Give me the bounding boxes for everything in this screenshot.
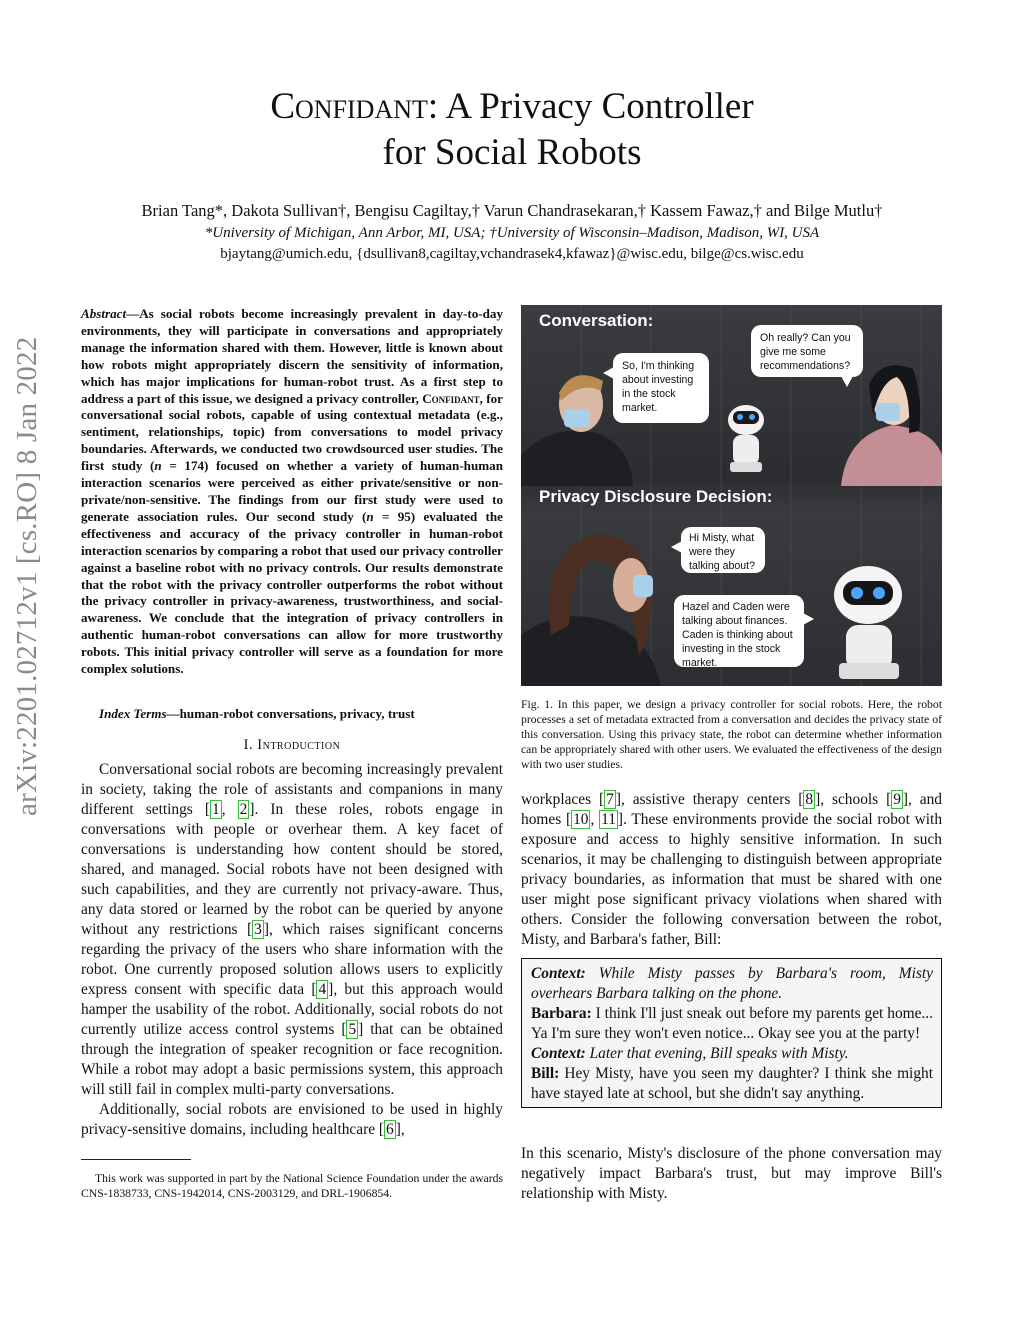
speaker-name: Barbara: (531, 1005, 592, 1022)
introduction-body (81, 760, 503, 1140)
citation-link[interactable]: 9 (893, 791, 901, 808)
citation-link[interactable]: 10 (573, 811, 589, 828)
author-emails: bjaytang@umich.edu, {dsullivan8,cagiltay,vchandrasek4,kfawaz}@wisc.edu, bilge@cs.wisc.edu (220, 246, 804, 262)
speech-bubble-man (613, 353, 709, 423)
bubble-tail (603, 367, 614, 379)
dialogue-text: Hey Misty, have you seen my daughter? I think she might have stayed late at school, but she didn't say anything. (531, 1065, 933, 1102)
text-run: . In these roles, robots engage in conversations with people or overhear them. A key facet of conversations is understanding how content should be stored, shared, and managed. Social robots have not been designed with such capabilities, and they are currently not privacy-aware. Thus, any data stored or learned by the robot can be queried by anyone without any restrictions (81, 801, 503, 938)
paper-title (120, 84, 904, 176)
text-run: , and homes (521, 791, 943, 828)
abstract-text: , for conversational social robots, capable of using contextual metadata (e.g., sentiment, relationships, topic) from conversations to model privacy boundaries. Afterwards, we conducted two crowdsourced user studies. The first study ( (81, 390, 503, 474)
paragraph: workplaces [ 7 ], assistive therapy centers [ 8 ], schools [ 9 ], and homes [ 10 , 11 ]. These environments provide the social robot with exposure and access to highly sensitive information. In such scenarios, it may be challenging to distinguish between appropriate privacy boundaries, as information that must be shared with one user might pose significant privacy violations when shared with others. Consider the following conversation between the robot, Misty, and Barbara's father, Bill: (521, 791, 943, 948)
dialogue-context (531, 964, 933, 1004)
citation-link[interactable]: 11 (601, 811, 616, 828)
bubble-text: Oh really? Can you give me some recommendations? (760, 332, 851, 372)
context-label: Context: (531, 965, 586, 982)
citation-link[interactable]: 5 (348, 1021, 357, 1038)
footnote-divider (81, 1159, 191, 1160)
affiliations: *University of Michigan, Ann Arbor, MI, USA; †University of Wisconsin–Madison, Madison, WI, USA (204, 225, 820, 241)
footnote: This work was supported in part by the National Science Foundation under the awards CNS-1838733, CNS-1942014, CNS-2003129, and DRL-1906854. (81, 1172, 503, 1200)
bubble-text: So, I'm thinking about investing in the stock market. (622, 360, 695, 414)
right-column-body (521, 790, 942, 950)
title-system-name: Confidant (270, 86, 428, 127)
n-symbol: n (154, 458, 162, 474)
text-run: . These environments provide the social robot with exposure and access to highly sensitive information. In such scenarios, it may be challenging to distinguish between appropriate privacy boundaries, as information that must be shared with one user might pose significant privacy violations when shared with others. Consider the following conversation between the robot, Misty, and Barbara's father, Bill: (521, 811, 943, 948)
abstract-system-name: Confidant (422, 390, 480, 406)
citation-link[interactable]: 3 (254, 921, 262, 938)
speech-bubble-robot (674, 595, 804, 667)
context-text: While Misty passes by Barbara's room, Misty overhears Barbara talking on the phone. (531, 965, 933, 1002)
section-number: I. (243, 737, 258, 753)
dialogue-context (531, 1044, 933, 1064)
abstract-text: = 95) evaluated the effectiveness and accuracy of the privacy controller in human-robot interaction scenarios by comparing a robot that used our privacy controller against a baseline robot with no privacy controls. Our results demonstrate that the robot with the privacy controller outperforms the robot without the privacy controller in privacy-awareness, trustworthiness, and social-awareness. We conclude that the integration of privacy controllers in authentic human-robot conversations can allow for more trustworthy robots. This initial privacy controller will serve as a foundation for more complex solutions. (81, 508, 503, 677)
bubble-tail (841, 376, 853, 387)
robot-misty-small (728, 405, 764, 472)
abstract (81, 306, 503, 678)
bubble-text: Hi Misty, what were they talking about? (689, 532, 755, 572)
index-terms-label: Index Terms (99, 706, 167, 721)
index-terms-text: —human-robot conversations, privacy, trust (166, 706, 415, 721)
right-column-closing (521, 1144, 942, 1204)
bubble-tail (803, 613, 814, 625)
bubble-text: Hazel and Caden were talking about finances. Caden is thinking about investing in the stock market. (682, 601, 793, 669)
citation-link[interactable]: 6 (386, 1121, 394, 1138)
figure-caption: Fig. 1. In this paper, we design a privacy controller for social robots. Here, the robot processes a set of metadata extracted from a conversation and decides the privacy state of this conversation. Using this privacy state, the robot can determine whether information can be appropriately shared with other users. We evaluated the effectiveness of the design with two user studies. (521, 698, 942, 771)
bubble-tail (671, 541, 682, 553)
speaker-name: Bill: (531, 1065, 560, 1082)
abstract-text: —As social robots become increasingly prevalent in day-to-day environments, they will participate in conversations and appropriately manage the information shared with them. However, little is known about how robots might appropriately discern the sensitivity of information, which has major implications for human-robot trust. As a first step to address a part of this issue, we designed a privacy controller, (81, 306, 503, 406)
n-symbol: n (366, 508, 374, 524)
paragraph: In this scenario, Misty's disclosure of the phone conversation may negatively impact Barbara's trust, but may improve Bill's relationship with Misty. (521, 1145, 942, 1202)
person-woman-profile (521, 535, 661, 686)
text-run: , schools (820, 791, 887, 808)
dialogue-line (531, 1004, 933, 1044)
abstract-text: = 174) focused on whether a variety of human-human interaction scenarios were perceived as either private/sensitive or non-private/non-sensitive. The findings from our first study were used to generate association rules. Our second study ( (81, 458, 503, 524)
paragraph: Conversational social robots are becoming increasingly prevalent in society, taking the role of assistants and companions in many different settings [ 1 , 2 ]. In these roles, robots engage in conversations with people or overhear them. A key facet of conversations is understanding how content should be stored, shared, and managed. Social robots have not been designed with such capabilities, and they are currently not privacy-aware. Thus, any data stored or learned by the robot can be queried by anyone without any restrictions [ 3 ], which raises significant concerns regarding the privacy of the users who share information with the robot. One currently proposed solution allows users to explicitly express consent with specific data [ 4 ], but this approach would hamper the usability of the robot. Additionally, social robots do not currently utilize access control systems [ 5 ] that can be obtained through the integration of speaker recognition or face recognition. While a robot may adopt a basic permissions system, this approach will still fail in complex multi-party conversations. (81, 761, 504, 1098)
speech-bubble-woman (751, 325, 863, 377)
abstract-label: Abstract (81, 306, 127, 321)
title-line2: for Social Robots (382, 132, 642, 173)
citation-link[interactable]: 7 (606, 791, 614, 808)
author-list: Brian Tang*, Dakota Sullivan†, Bengisu Cagiltay,† Varun Chandrasekaran,† Kassem Fawaz,† and Bilge Mutlu† (141, 201, 883, 220)
citation-link[interactable]: 8 (805, 791, 814, 808)
robot-misty-large (834, 566, 902, 679)
text-run: , (400, 1121, 405, 1138)
text-run: that can be obtained through the integration of speaker recognition or face recognition. While a robot may adopt a basic permissions system, this approach will still fail in complex multi-party conversations. (81, 1021, 504, 1098)
text-run: , assistive therapy centers (620, 791, 799, 808)
text-run: Additionally, social robots are envisioned to be used in highly privacy-sensitive domains, including healthcare (81, 1101, 503, 1138)
text-run: , which raises significant concerns regarding the privacy of the users who share information with the robot. One currently proposed solution allows users to explicitly express consent with specific data (81, 921, 503, 998)
section-title: Introduction (257, 737, 341, 753)
person-woman (841, 365, 942, 486)
paragraph: Additionally, social robots are envisioned to be used in highly privacy-sensitive domains, including healthcare [ 6 ], (81, 1101, 503, 1138)
section-heading (81, 737, 503, 754)
text-run: workplaces (521, 791, 599, 808)
context-label: Context: (531, 1045, 586, 1062)
context-text: Later that evening, Bill speaks with Misty. (585, 1045, 849, 1062)
citation-link[interactable]: 2 (239, 801, 248, 818)
text-run: Conversational social robots are becoming increasingly prevalent in society, taking the role of assistants and companions in many different settings (81, 761, 503, 818)
example-dialogue-box (521, 958, 942, 1108)
index-terms (81, 706, 503, 722)
speech-bubble-question (681, 527, 765, 573)
figure-heading-conversation: Conversation: (539, 311, 654, 330)
citation-link[interactable]: 1 (212, 801, 220, 818)
figure-1-photo (521, 305, 942, 686)
dialogue-text: I think I'll just sneak out before my parents get home... Ya I'm sure they won't even notice... Okay see you at the party! (531, 1005, 933, 1042)
citation-link[interactable]: 4 (318, 981, 327, 998)
arxiv-identifier: arXiv:2201.02712v1 [cs.RO] 8 Jan 2022 (11, 336, 43, 816)
text-run: , but this approach would hamper the usability of the robot. Additionally, social robots do not currently utilize access control systems (81, 981, 503, 1038)
dialogue-line (531, 1064, 933, 1104)
title-line1-rest: : A Privacy Controller (427, 86, 754, 127)
figure-heading-decision: Privacy Disclosure Decision: (539, 487, 773, 506)
